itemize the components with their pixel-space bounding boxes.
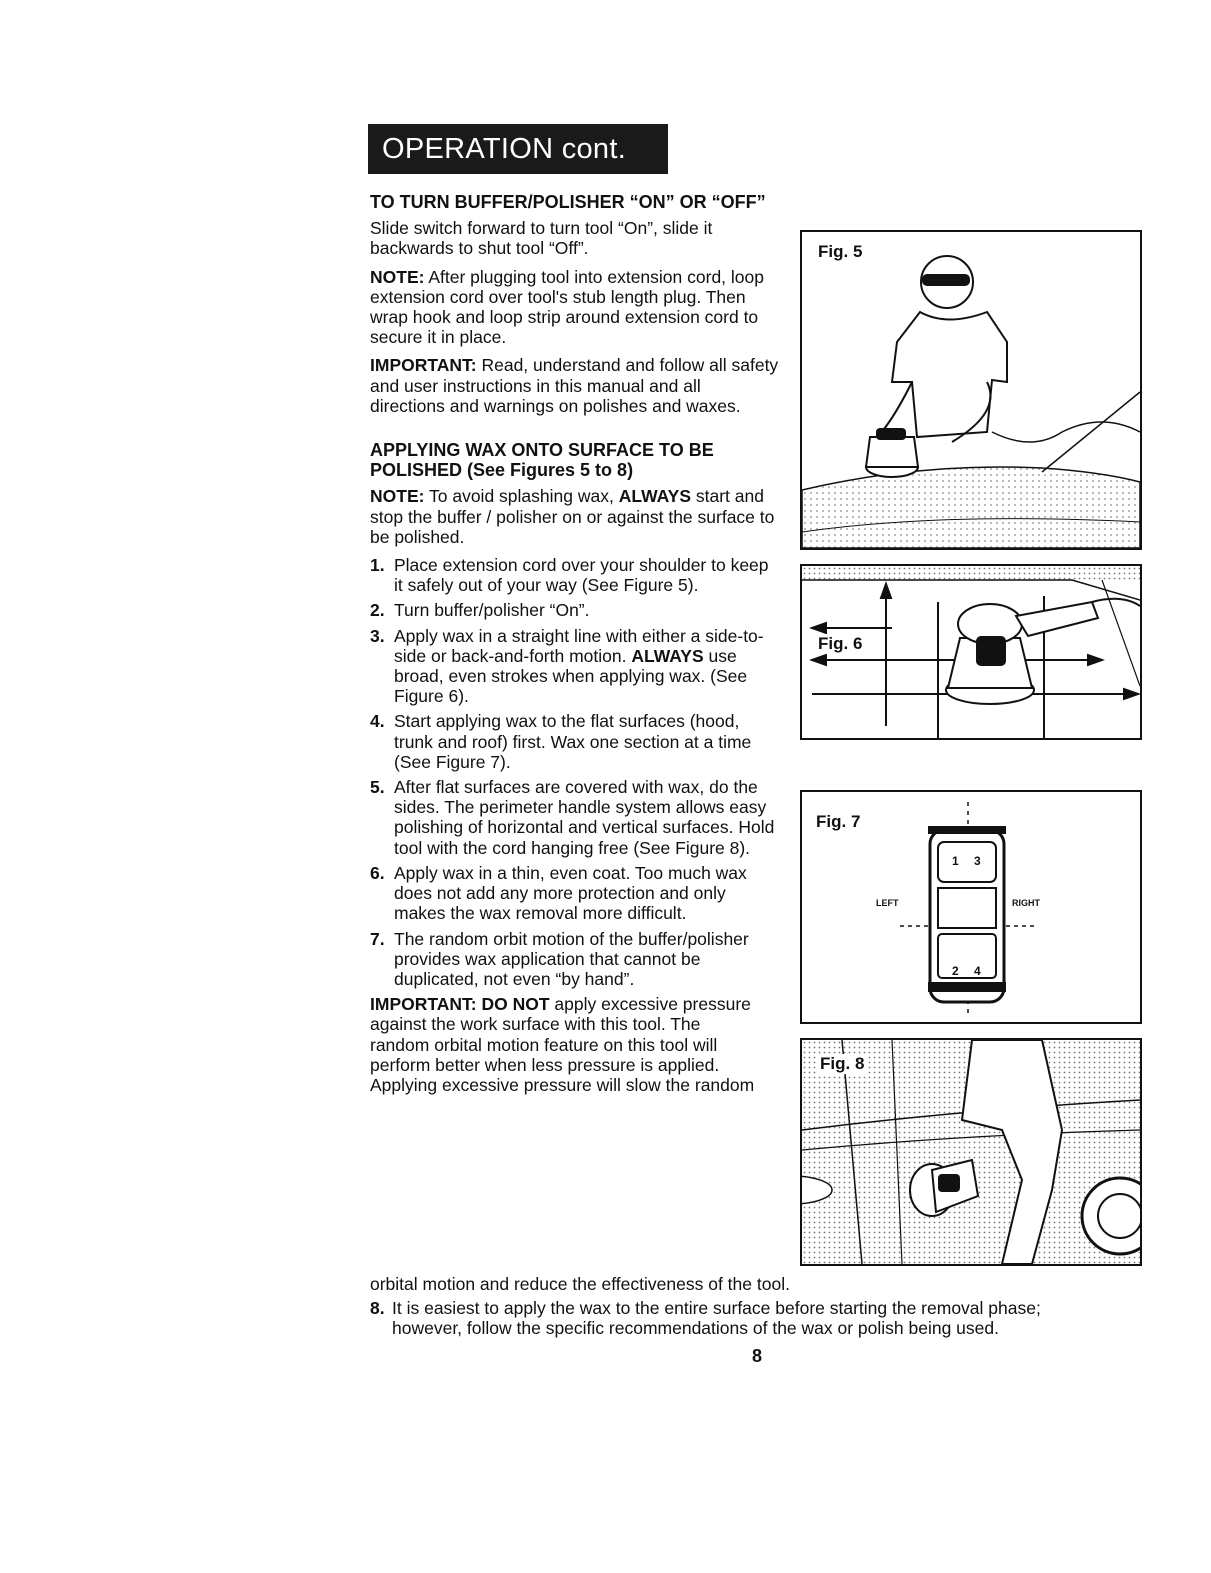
step-text: Apply wax in a thin, even coat. Too much wax does not add any more protection and only makes the wax removal more difficult. (394, 862, 747, 924)
important-text: Read, understand and follow all safety and user instructions in this manual and all directions and warnings on polishes and waxes. (370, 355, 779, 416)
list-item (370, 777, 780, 858)
figure-6-label: Fig. 6 (818, 634, 863, 653)
list-item (370, 929, 780, 990)
step-number: 4. (370, 711, 385, 732)
page-number: 8 (752, 1346, 763, 1366)
note-extension-cord (370, 267, 780, 348)
note-splashing (370, 486, 780, 547)
note-label-2: NOTE: (370, 486, 425, 507)
section-banner: OPERATION cont. (368, 124, 668, 174)
zone-1: 1 (952, 854, 959, 868)
step-number: 1. (370, 555, 385, 576)
important-tail: orbital motion and reduce the effectiveness of the tool. (370, 1274, 790, 1294)
figure-8 (800, 1038, 1142, 1266)
step-number: 5. (370, 777, 385, 798)
figure-7 (800, 790, 1142, 1024)
step-bold: ALWAYS (631, 645, 704, 666)
figure-5-illustration (802, 232, 1140, 548)
para-slide-switch: Slide switch forward to turn tool “On”, slide it backwards to shut tool “Off”. (370, 218, 713, 259)
list-item (370, 711, 780, 772)
important-pressure-text: apply excessive pressure against the work surface with this tool. The random orbital motion feature on this tool will perform better when less pressure is applied. Applying excessive pressure will slow the random (370, 994, 755, 1095)
note-text: After plugging tool into extension cord, loop extension cord over tool's stub length plug. Then wrap hook and loop strip around extension cord to secure it in place. (370, 266, 764, 348)
heading-applying-wax: APPLYING WAX ONTO SURFACE TO BE POLISHED (See Figures 5 to 8) (370, 440, 714, 481)
step-text: Apply wax in a straight line with either a side-to-side or back-and-forth motion. (394, 625, 764, 666)
list-item (370, 555, 780, 595)
list-item (370, 863, 780, 924)
text-column (370, 192, 780, 1095)
list-item (370, 600, 780, 620)
important-label: IMPORTANT: (370, 355, 477, 376)
steps-list (370, 555, 780, 989)
zone-3: 3 (974, 854, 981, 868)
step-number: 6. (370, 862, 385, 883)
step-text: Place extension cord over your shoulder to keep it safely out of your way (See Figure 5). (394, 555, 769, 596)
step-text: It is easiest to apply the wax to the entire surface before starting the removal phase; however, follow the specific recommendations of the wax or polish being used. (392, 1298, 1041, 1339)
label-right: RIGHT (1012, 898, 1040, 908)
step-number: 3. (370, 625, 385, 646)
important-do-not: IMPORTANT: DO NOT (370, 994, 550, 1015)
zone-2: 2 (952, 964, 959, 978)
step-text: The random orbit motion of the buffer/polisher provides wax application that cannot be duplicated, not even “by hand”. (394, 928, 749, 989)
step-text: Start applying wax to the flat surfaces (hood, trunk and roof) first. Wax one section at a time (See Figure 7). (394, 711, 752, 772)
zone-4: 4 (974, 964, 981, 978)
important-read (370, 355, 780, 416)
label-left: LEFT (876, 898, 899, 908)
figure-7-label: Fig. 7 (816, 812, 861, 831)
figure-6 (800, 564, 1142, 740)
note-text-a: To avoid splashing wax, (424, 486, 619, 507)
step-8 (370, 1298, 1100, 1338)
step-text: use broad, even strokes when applying wax. (See Figure 6). (394, 645, 748, 707)
note-always: ALWAYS (618, 486, 691, 507)
step-text: Turn buffer/polisher “On”. (394, 600, 590, 621)
step-text: After flat surfaces are covered with wax, do the sides. The perimeter handle system allows easy polishing of horizontal and vertical surfaces. Hold tool with the cord hanging free (See Figure 8). (394, 777, 775, 858)
figure-8-label: Fig. 8 (820, 1054, 865, 1073)
figure-5-label: Fig. 5 (818, 242, 863, 261)
heading-on-off: TO TURN BUFFER/POLISHER “ON” OR “OFF” (370, 192, 766, 212)
list-item (370, 626, 780, 707)
note-text-b: start and stop the buffer / polisher on or against the surface to be polished. (370, 486, 775, 547)
step-number: 2. (370, 600, 385, 621)
important-pressure (370, 994, 760, 1095)
note-label: NOTE: (370, 266, 425, 287)
figure-5 (800, 230, 1142, 550)
step-number: 8. (370, 1298, 385, 1318)
step-number: 7. (370, 928, 385, 949)
